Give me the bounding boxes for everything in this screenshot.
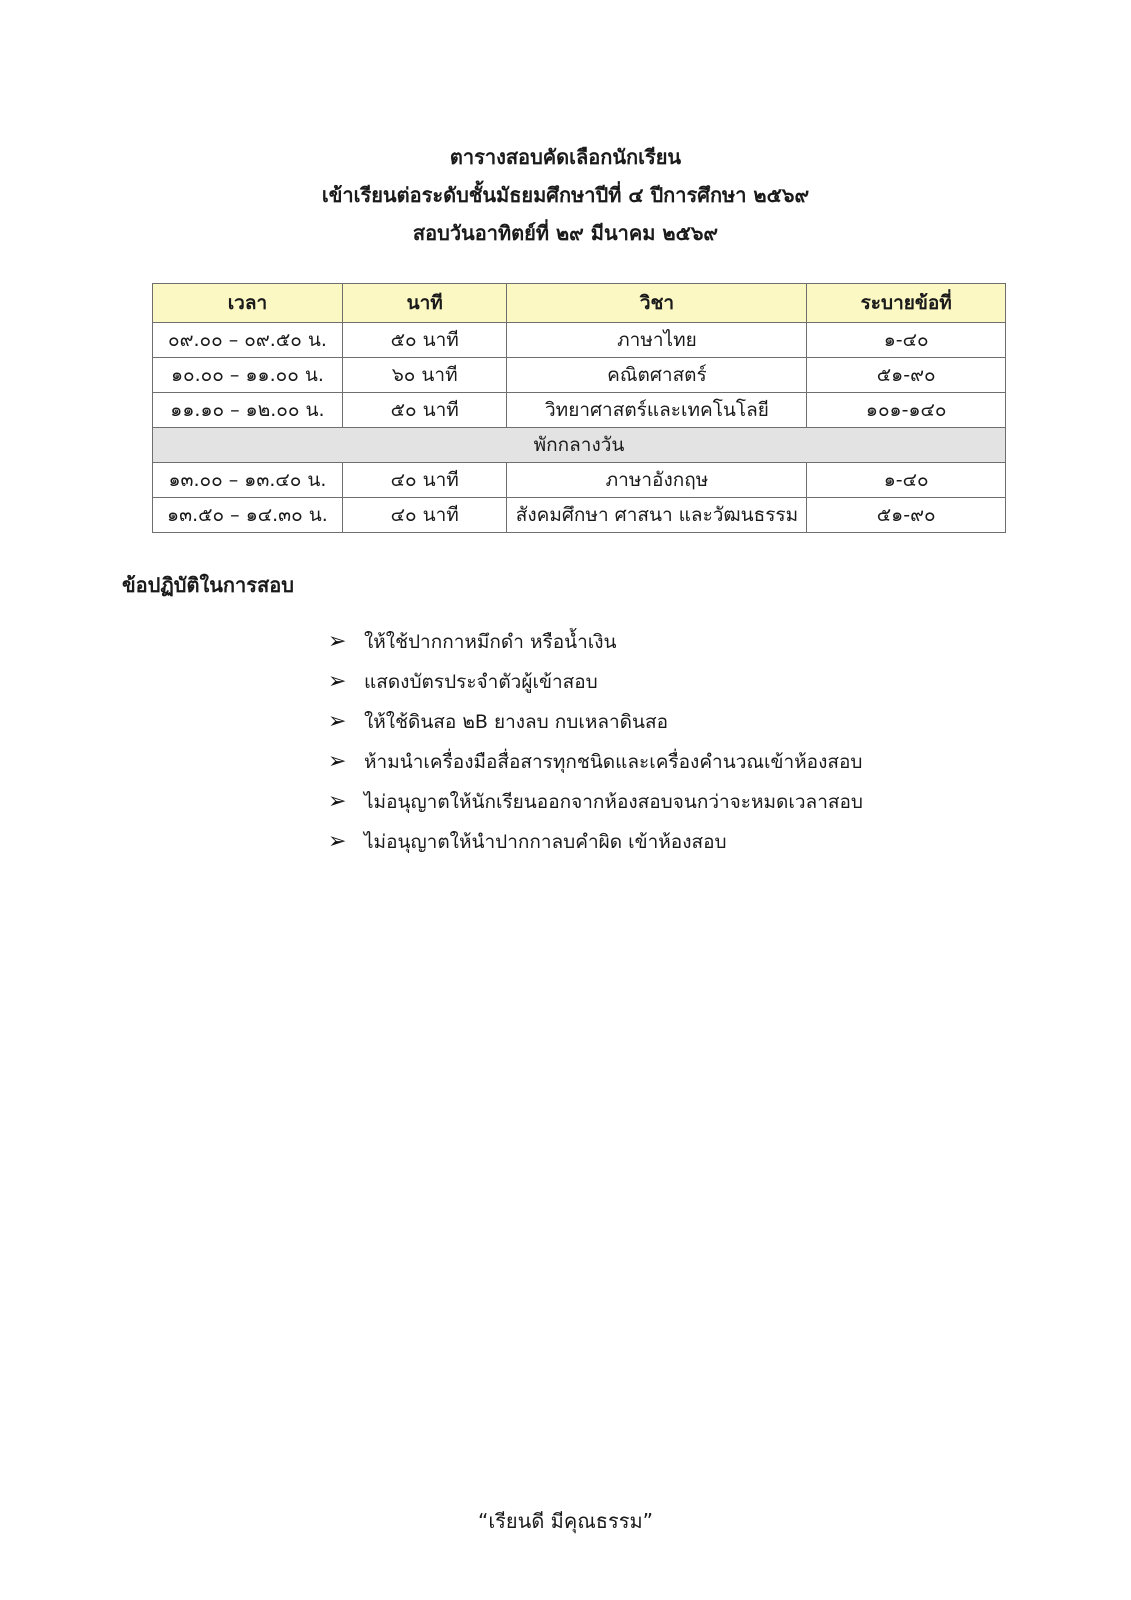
list-item (328, 702, 863, 742)
table-row (153, 358, 1006, 393)
table-row (153, 393, 1006, 428)
list-item (328, 662, 863, 702)
cell-time: ๑๑.๑๐ – ๑๒.๐๐ น. (153, 393, 343, 428)
rules-heading: ข้อปฏิบัติในการสอบ (122, 573, 294, 597)
header-time: เวลา (153, 284, 343, 323)
arrow-right-icon: ➢ (328, 789, 347, 814)
title-line-2: เข้าเรียนต่อระดับชั้นมัธยมศึกษาปีที่ ๔ ปีการศึกษา ๒๕๖๙ (321, 183, 810, 207)
cell-subject: คณิตศาสตร์ (507, 358, 807, 393)
rule-text: แสดงบัตรประจำตัวผู้เข้าสอบ (364, 671, 598, 693)
cell-answer-range: ๑-๔๐ (807, 323, 1006, 358)
document-title (0, 138, 1131, 252)
title-line-1: ตารางสอบคัดเลือกนักเรียน (449, 145, 682, 169)
header-answer-range: ระบายข้อที่ (807, 284, 1006, 323)
rules-list (328, 622, 863, 862)
table-header-row (153, 284, 1006, 323)
rule-text: ให้ใช้ดินสอ ๒B ยางลบ กบเหลาดินสอ (364, 711, 668, 733)
cell-minutes: ๔๐ นาที (342, 463, 507, 498)
cell-minutes: ๖๐ นาที (342, 358, 507, 393)
table-row (153, 463, 1006, 498)
rule-text: ให้ใช้ปากกาหมึกดำ หรือน้ำเงิน (364, 631, 617, 653)
cell-time: ๑๐.๐๐ – ๑๑.๐๐ น. (153, 358, 343, 393)
header-subject: วิชา (507, 284, 807, 323)
cell-minutes: ๕๐ นาที (342, 323, 507, 358)
arrow-right-icon: ➢ (328, 749, 347, 774)
list-item (328, 822, 863, 862)
table-row (153, 498, 1006, 533)
table-row (153, 323, 1006, 358)
cell-subject: วิทยาศาสตร์และเทคโนโลยี (507, 393, 807, 428)
school-motto: “เรียนดี มีคุณธรรม” (477, 1509, 654, 1533)
cell-answer-range: ๑-๔๐ (807, 463, 1006, 498)
cell-subject: ภาษาอังกฤษ (507, 463, 807, 498)
exam-schedule-table (152, 283, 1006, 533)
title-line-3: สอบวันอาทิตย์ที่ ๒๙ มีนาคม ๒๕๖๙ (412, 221, 719, 245)
arrow-right-icon: ➢ (328, 669, 347, 694)
rule-text: ไม่อนุญาตให้นำปากกาลบคำผิด เข้าห้องสอบ (364, 831, 727, 853)
lunch-break-row (153, 428, 1006, 463)
cell-minutes: ๔๐ นาที (342, 498, 507, 533)
cell-answer-range: ๕๑-๙๐ (807, 358, 1006, 393)
header-minutes: นาที (342, 284, 507, 323)
cell-answer-range: ๑๐๑-๑๔๐ (807, 393, 1006, 428)
cell-minutes: ๕๐ นาที (342, 393, 507, 428)
arrow-right-icon: ➢ (328, 629, 347, 654)
cell-subject: ภาษาไทย (507, 323, 807, 358)
arrow-right-icon: ➢ (328, 709, 347, 734)
arrow-right-icon: ➢ (328, 829, 347, 854)
cell-answer-range: ๕๑-๙๐ (807, 498, 1006, 533)
cell-time: ๑๓.๕๐ – ๑๔.๓๐ น. (153, 498, 343, 533)
lunch-break-label: พักกลางวัน (153, 428, 1006, 463)
cell-time: ๐๙.๐๐ – ๐๙.๕๐ น. (153, 323, 343, 358)
rule-text: ห้ามนำเครื่องมือสื่อสารทุกชนิดและเครื่องคำนวณเข้าห้องสอบ (364, 751, 863, 773)
rule-text: ไม่อนุญาตให้นักเรียนออกจากห้องสอบจนกว่าจะหมดเวลาสอบ (364, 791, 863, 813)
list-item (328, 782, 863, 822)
list-item (328, 742, 863, 782)
cell-subject: สังคมศึกษา ศาสนา และวัฒนธรรม (507, 498, 807, 533)
list-item (328, 622, 863, 662)
cell-time: ๑๓.๐๐ – ๑๓.๔๐ น. (153, 463, 343, 498)
